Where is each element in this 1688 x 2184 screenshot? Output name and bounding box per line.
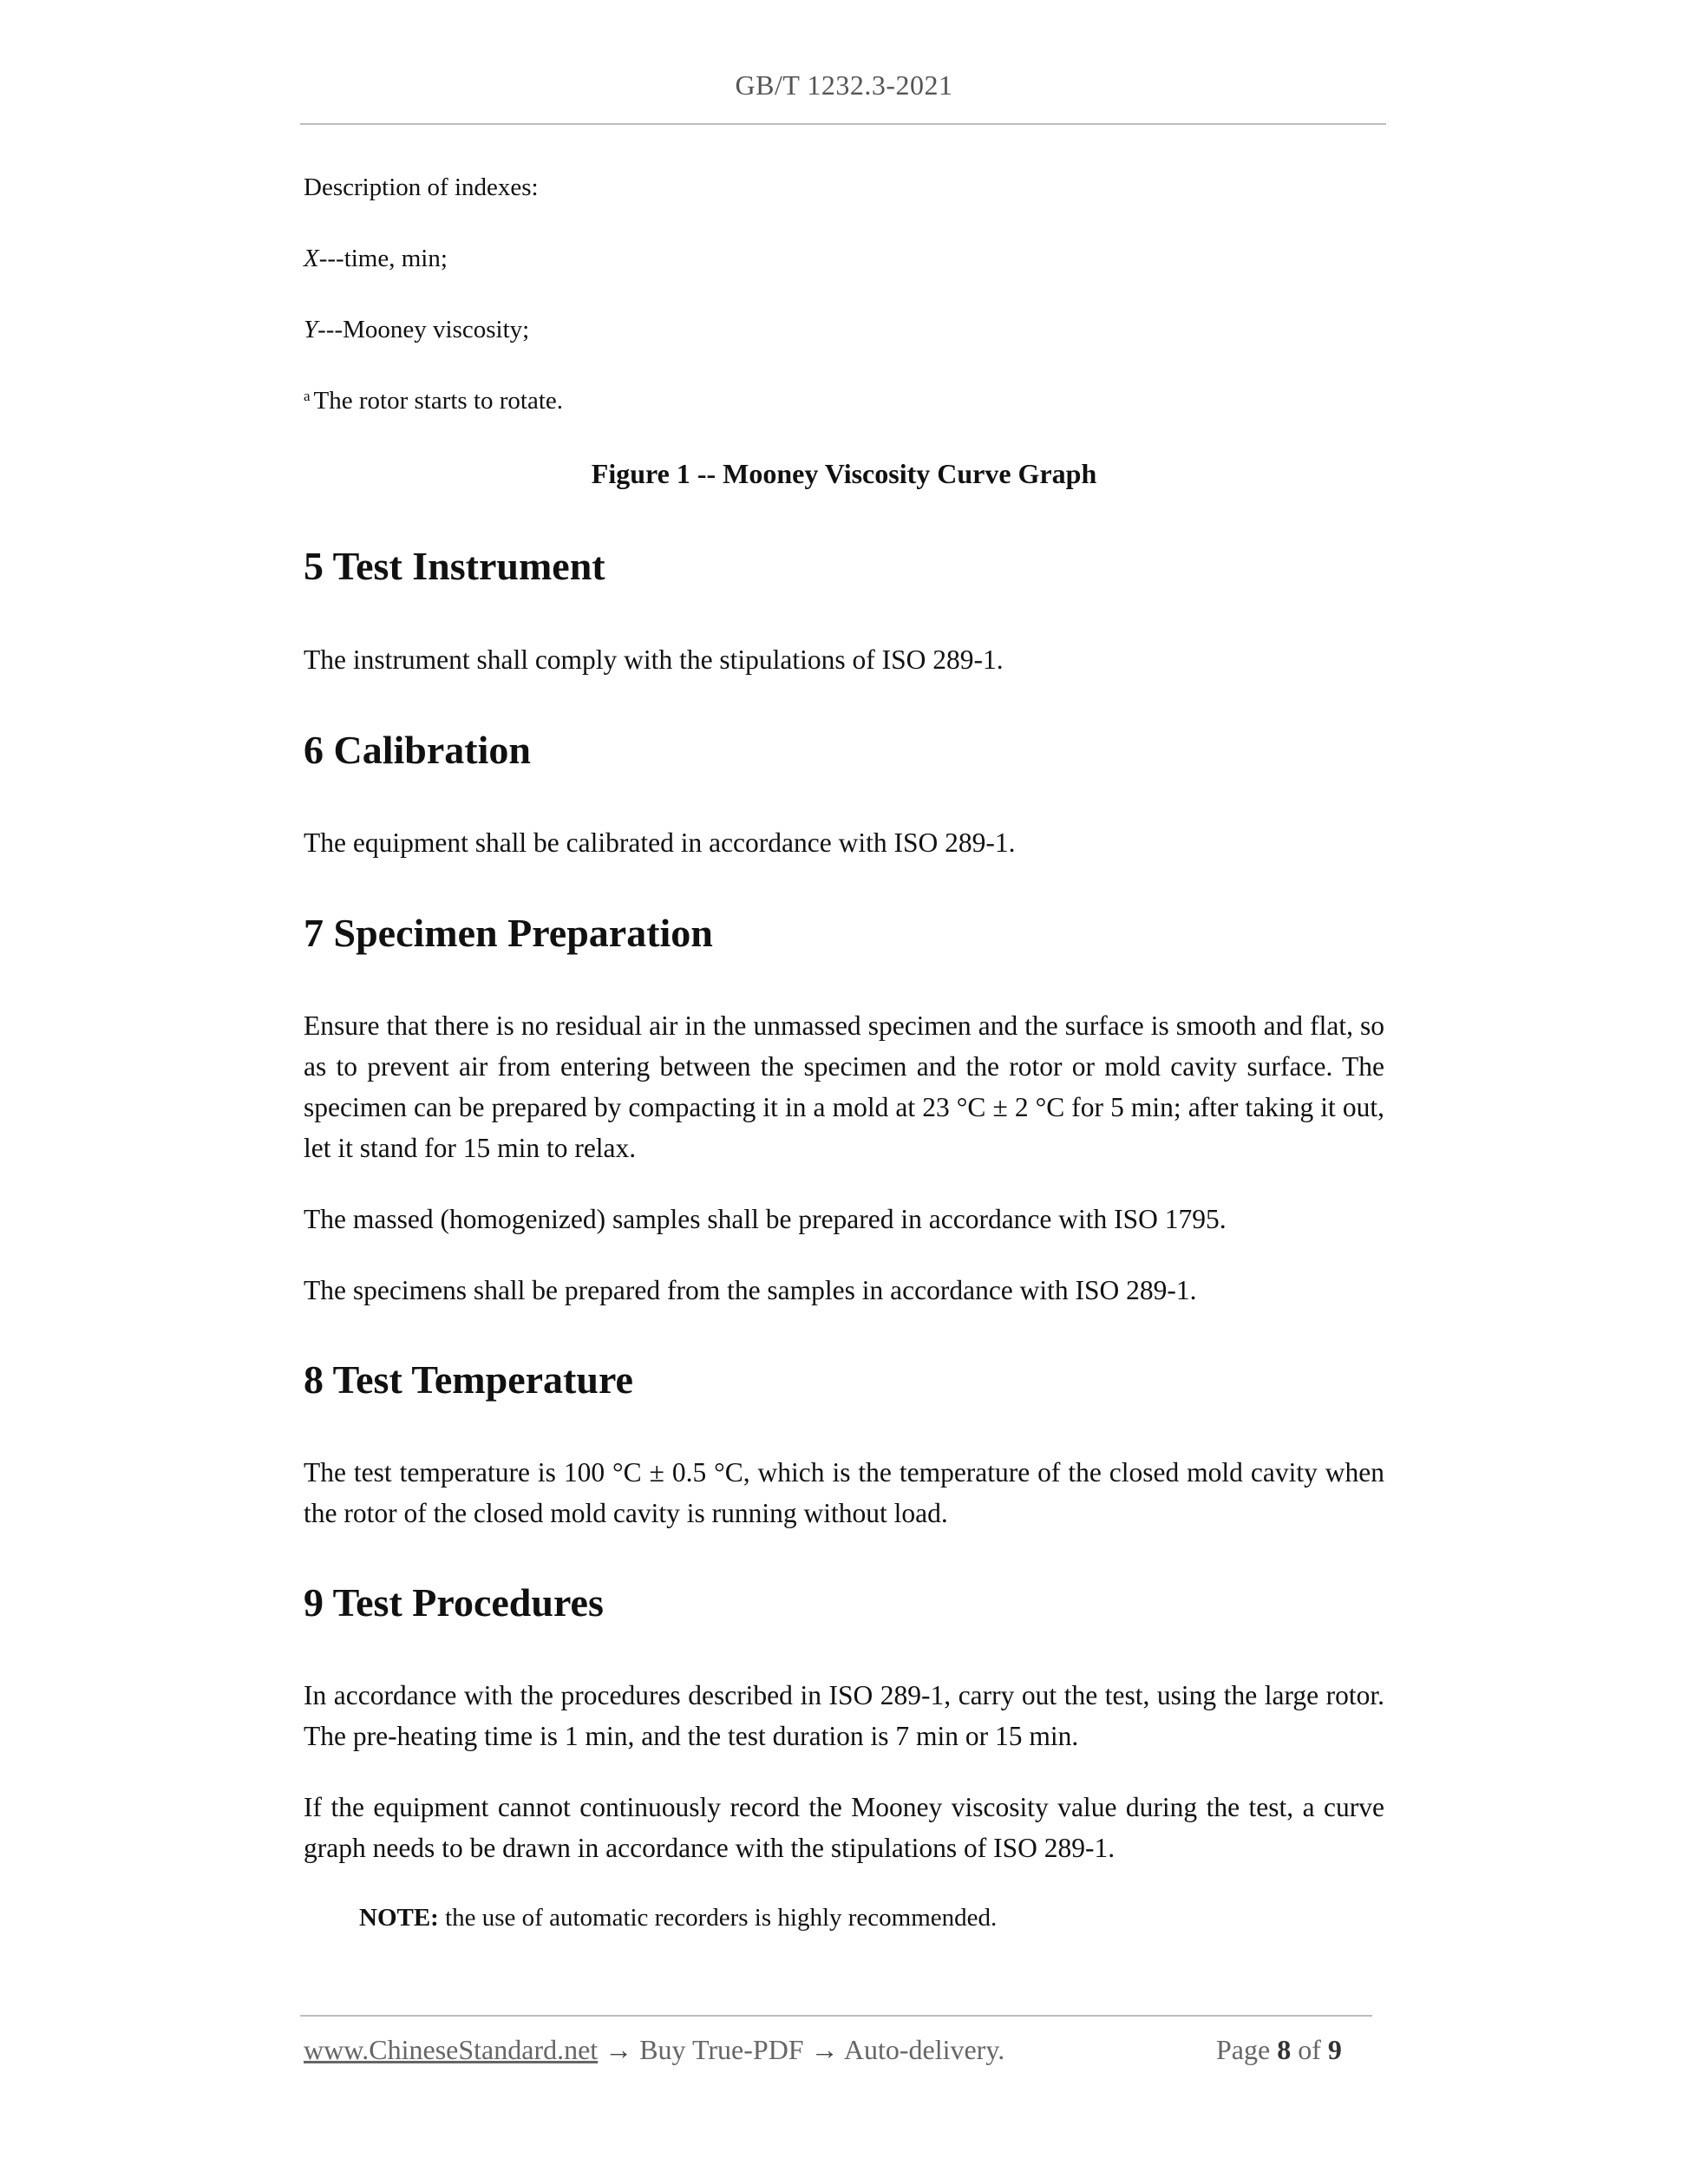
footer-delivery-text: Auto-delivery. (843, 2034, 1005, 2065)
page-indicator (1216, 2034, 1342, 2066)
section-8-heading: 8 Test Temperature (304, 1357, 633, 1402)
note-label: NOTE: (359, 1904, 439, 1932)
section-8-paragraph: The test temperature is 100 °C ± 0.5 °C, which is the temperature of the closed mold cavity when the rotor of the closed mold cavity is running without load. (304, 1457, 1384, 1528)
header-divider (300, 123, 1386, 125)
header-standard-code: GB/T 1232.3-2021 (735, 69, 953, 101)
section-9-note (359, 1904, 997, 1932)
section-7-paragraph-3: The specimens shall be prepared from the samples in accordance with ISO 289-1. (304, 1275, 1197, 1305)
section-5-paragraph: The instrument shall comply with the stipulations of ISO 289-1. (304, 644, 1004, 675)
footer-site-link[interactable]: www.ChineseStandard.net (304, 2034, 599, 2065)
legend-y-text: ---Mooney viscosity; (317, 316, 530, 343)
section-6-paragraph: The equipment shall be calibrated in accordance with ISO 289-1. (304, 827, 1016, 858)
page-of-label: of (1298, 2034, 1321, 2065)
legend-y-symbol: Y (304, 316, 318, 343)
section-7-heading: 7 Specimen Preparation (304, 911, 713, 955)
section-7-paragraph-2: The massed (homogenized) samples shall be prepared in accordance with ISO 1795. (304, 1204, 1227, 1234)
legend-footnote (304, 387, 563, 415)
section-9-heading: 9 Test Procedures (304, 1580, 604, 1625)
footer-divider (300, 2015, 1372, 2017)
legend-footnote-marker: a (304, 388, 311, 404)
arrow-right-icon: → (605, 2034, 633, 2065)
legend-footnote-text: The rotor starts to rotate. (313, 387, 564, 415)
section-5-heading: 5 Test Instrument (304, 544, 605, 588)
footer-buy-link[interactable]: Buy True-PDF (639, 2034, 804, 2065)
section-9-paragraph-1: In accordance with the procedures described in ISO 289-1, carry out the test, using the large rotor. The pre-heating time is 1 min, and the test duration is 7 min or 15 min. (304, 1680, 1384, 1751)
section-9-paragraph-2: If the equipment cannot continuously record the Mooney viscosity value during the test, a curve graph needs to be drawn in accordance with the stipulations of ISO 289-1. (304, 1792, 1384, 1863)
legend-x-axis (304, 245, 448, 273)
page-label: Page (1216, 2034, 1271, 2065)
note-text: the use of automatic recorders is highly recommended. (445, 1904, 998, 1932)
section-7-paragraph-1: Ensure that there is no residual air in the unmassed specimen and the surface is smooth and flat, so as to prevent air from entering between the specimen and the rotor or mold cavity surface. The specimen can be prepared by compacting it in a mold at 23 °C ± 2 °C for 5 min; after taking it out, let it stand for 15 min to relax. (304, 1010, 1384, 1163)
arrow-right-icon: → (810, 2034, 839, 2065)
footer-links (304, 2034, 1004, 2066)
figure-caption: Figure 1 -- Mooney Viscosity Curve Graph (591, 458, 1097, 489)
section-6-heading: 6 Calibration (304, 728, 531, 772)
legend-x-text: ---time, min; (318, 245, 448, 272)
legend-x-symbol: X (304, 245, 319, 272)
legend-title: Description of indexes: (304, 173, 539, 201)
page-total: 9 (1327, 2034, 1342, 2065)
page-current: 8 (1277, 2034, 1292, 2065)
legend-y-axis (304, 316, 529, 344)
